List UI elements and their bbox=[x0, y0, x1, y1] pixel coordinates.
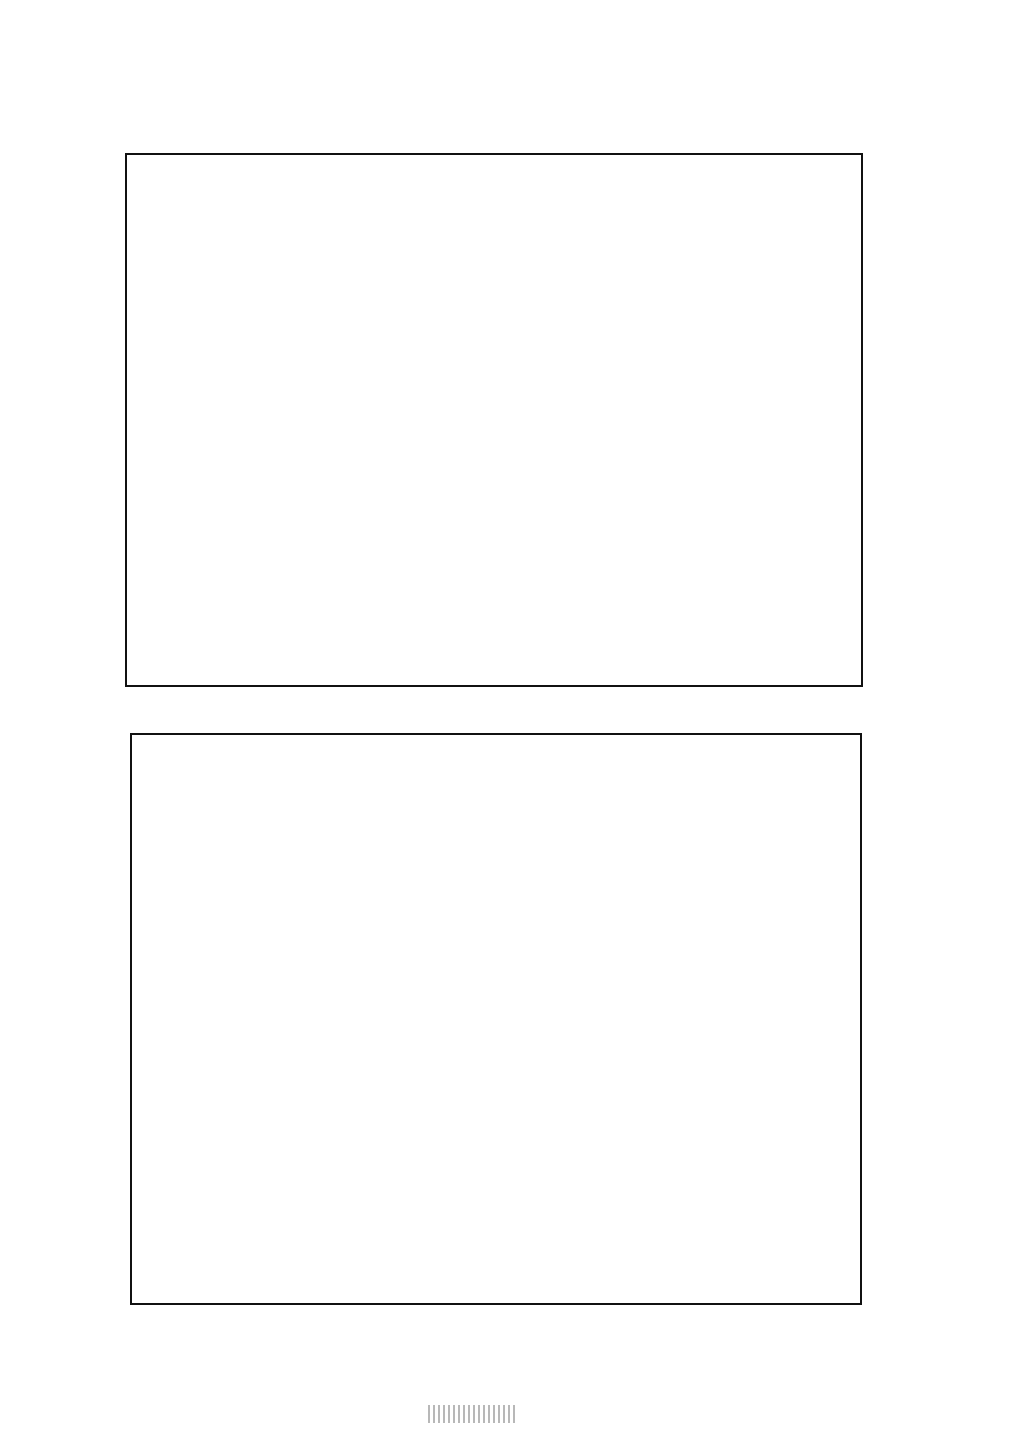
top-text-panel bbox=[125, 153, 863, 687]
bottom-text-panel bbox=[130, 733, 862, 1305]
scan-artifact bbox=[428, 1405, 518, 1423]
